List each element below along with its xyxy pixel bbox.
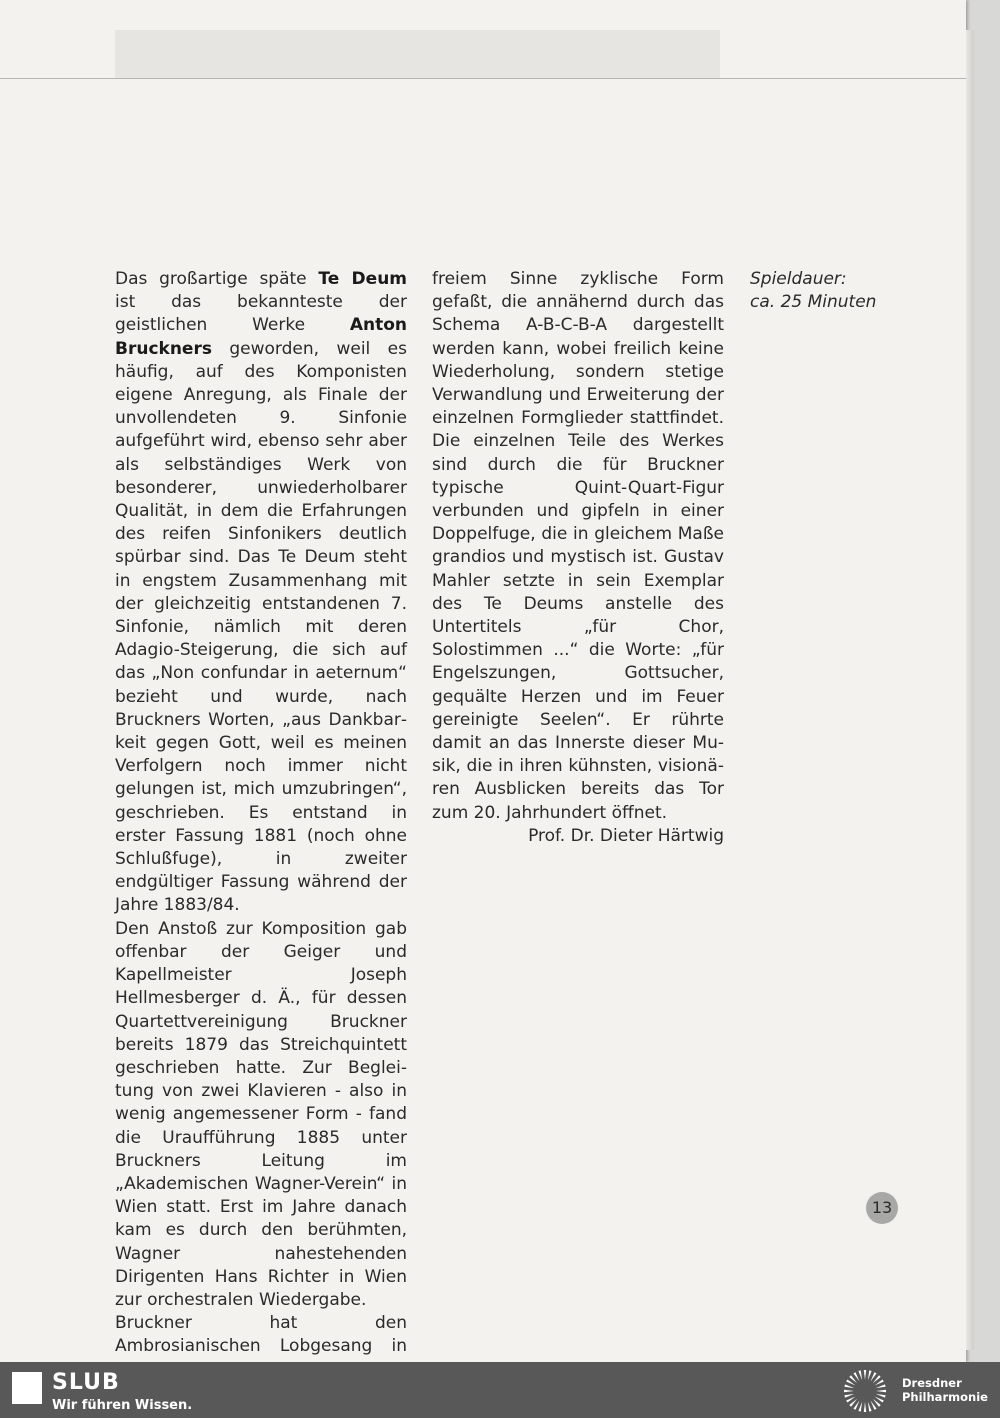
page-edge (966, 30, 974, 1350)
page-number-badge: 13 (866, 1192, 898, 1224)
logo-ray (875, 1393, 885, 1398)
header-rule (0, 78, 966, 79)
logo-ray (876, 1390, 886, 1392)
text-column-left (115, 268, 407, 1382)
orchestra-name-line1: Dresdner (902, 1376, 962, 1390)
orchestra-name-line2: Philharmonie (902, 1390, 988, 1404)
body-paragraph (115, 918, 407, 1312)
logo-ray (867, 1401, 872, 1411)
logo-ray (844, 1390, 854, 1392)
library-name: SLUB (52, 1370, 120, 1395)
logo-ray (844, 1393, 854, 1398)
show-through-band (115, 30, 720, 78)
text-column-right (432, 268, 724, 848)
duration-note (750, 268, 930, 314)
slub-logo-icon (12, 1372, 42, 1404)
duration-value: ca. 25 Minuten (750, 292, 877, 313)
logo-ray (875, 1384, 885, 1389)
logo-ray (867, 1370, 872, 1380)
duration-label: Spieldauer: (750, 269, 847, 289)
emphasis-text: Anton Bruckners (115, 315, 407, 359)
orchestra-name (902, 1376, 988, 1404)
emphasis-text: Te Deum (318, 269, 408, 289)
logo-ray (864, 1370, 866, 1380)
body-paragraph (115, 268, 407, 918)
text-run: freiem Sinne zyklische Form gefaßt, die annähernd durch das Schema A-B-C-B-A dargestellt werden kann, wobei freilich keine Wiederholung, sondern stetige Verwandlung und Erweiterung der einzelnen Formglieder stattfindet. Die einzelnen Teile des Werkes sind durch die für Bruckner typische Quint-Quart-Figur verbunden und gipfeln in einer Doppelfuge, die in gleichem Maße grandios und mystisch ist. Gustav Mahler setzte in sein Exemplar des Te Deums anstelle des Untertitels „für Chor, Solostimmen ...“ die Worte: „für Engelszungen, Gottsucher, gequälte Herzen und im Feuer gereinigte Seelen“. Er rührte damit an das Innerste dieser Musik, die in ihren kühnsten, visionären Ausblicken bereits das Tor zum 20. Jahrhundert öffnet. (432, 269, 724, 823)
text-run: Das großartige späte (115, 269, 319, 289)
author-signature: Prof. Dr. Dieter Härtwig (528, 825, 724, 846)
philharmonie-logo-icon (840, 1366, 890, 1416)
text-run: ist das bekannteste der geistlichen Werke (115, 292, 407, 336)
logo-ray (858, 1401, 863, 1411)
footer-bar (0, 1362, 1000, 1418)
text-run: geworden, weil es häufig, auf des Komponisten eigene Anregung, als Finale der unvollendeten 9. Sinfonie aufgeführt wird, ebenso sehr aber als selbständiges Werk von besonderer, unwiederholbarer Qualität, in dem die Erfahrungen des reifen Sinfonikers deutlich spürbar sind. Das Te Deum steht in engstem Zusammenhang mit der gleichzeitig entstandenen 7. Sinfonie, nämlich mit deren Adagio-Steigerung, die sich auf das „Non confundar in aeternum“ bezieht und wurde, nach Bruckners Worten, „aus Dankbarkeit gegen Gott, weil es meinen Verfolgern noch immer nicht gelungen ist, mich umzubringen“, geschrieben. Es entstand in erster Fassung 1881 (noch ohne Schlußfuge), in zweiter endgültiger Fassung während der Jahre 1883/84. (115, 338, 407, 916)
logo-ray (858, 1370, 863, 1380)
logo-ray (844, 1384, 854, 1389)
text-run: Bruckner hat den Ambrosianischen Lobgesang in (115, 1313, 407, 1357)
text-column-right-body (432, 268, 724, 825)
logo-ray (864, 1402, 866, 1412)
text-run: Den Anstoß zur Komposition gab offenbar der Geiger und Kapellmeister Joseph Hellmesberger d. Ä., für dessen Quartettvereinigung Bruckner bereits 1879 das Streichquintett geschrieben hatte. Zur Begleitung von zwei Klavieren - also in wenig angemessener Form - fand die Uraufführung 1885 unter Bruckners Leitung im „Akademischen Wagner-Verein“ in Wien statt. Erst im Jahre danach kam es durch den berühmten, Wagner nahestehenden Dirigenten Hans Richter in Wien zur orchestralen Wiedergabe. (115, 918, 407, 1310)
body-paragraph (432, 268, 724, 825)
library-tagline: Wir führen Wissen. (52, 1398, 193, 1413)
